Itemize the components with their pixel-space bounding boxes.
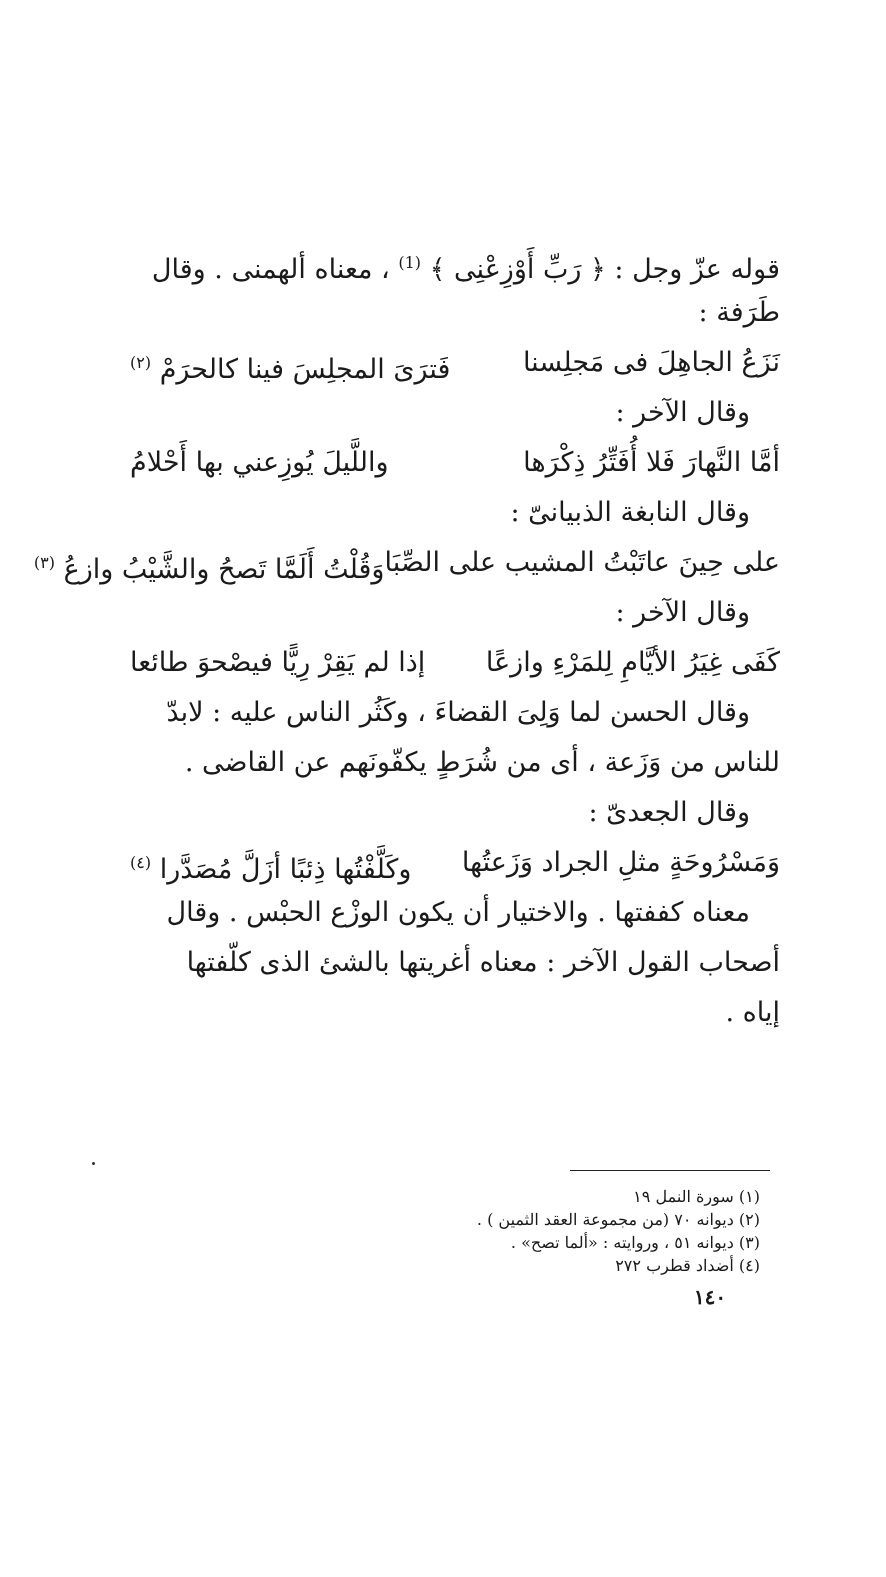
stray-mark xyxy=(92,1162,95,1165)
verse-line xyxy=(33,538,780,588)
verse-hemistich-right: أمَّا النَّهارَ فَلا أُفَتِّرُ ذِكْرَها xyxy=(523,447,780,478)
text-line: وقال الحسن لما وَلِىَ القضاءَ ، وكَثُر الناس عليه : لابدّ xyxy=(166,697,750,728)
text-line: وقال النابغة الذبيانىّ : xyxy=(510,497,750,528)
main-text xyxy=(33,238,780,1038)
footnote: (٢) ديوانه ٧٠ (من مجموعة العقد الثمين ) . xyxy=(476,1210,760,1229)
text-line: معناه كففتها . والاختيار أن يكون الوزْع الحبْس . وقال xyxy=(166,897,750,928)
verse-line xyxy=(130,438,780,488)
verse-line xyxy=(130,838,780,888)
text-line: وقال الآخر : xyxy=(615,397,750,428)
verse-hemistich-left: وكَلَّفْتُها ذِئبًا أزَلَّ مُصَدَّرا $^{(٤)}$ xyxy=(130,853,412,885)
verse-line xyxy=(130,638,780,688)
verse-hemistich-right: كَفَى غِيَرُ الأيَّامِ لِلمَرْءِ وازعًا xyxy=(485,647,780,678)
verse-hemistich-right: على حِينَ عاتَبْتُ المشيب على الصِّبَا xyxy=(384,547,780,578)
verse-hemistich-right: نَزَعُ الجاهِلَ فى مَجلِسنا xyxy=(522,347,780,378)
verse-hemistich-left: إذا لم يَقِرْ رِيًّا فيصْحوَ طائعا xyxy=(130,647,426,678)
text-line: قوله عزّ وجل : ﴿ رَبِّ أَوْزِعْنِى ﴾ $^{(1)}$ ، معناه ألهمنى . وقال xyxy=(151,253,780,285)
verse-hemistich-right: وَمَسْرُوحَةٍ مثلِ الجراد وَزَعتُها xyxy=(461,847,780,878)
page-number: ١٤٠ xyxy=(693,1285,727,1309)
text-line: وقال الجعدىّ : xyxy=(588,797,750,828)
footnote: (٣) ديوانه ٥١ ، وروايته : «ألما تصح» . xyxy=(510,1233,760,1252)
verse-hemistich-left: واللَّيلَ يُوزِعني بها أَحْلامُ xyxy=(130,447,389,478)
footnote-divider xyxy=(570,1170,770,1171)
text-line: وقال الآخر : xyxy=(615,597,750,628)
text-line: طَرَفة : xyxy=(698,297,780,328)
verse-line xyxy=(130,338,780,388)
footnote: (٤) أضداد قطرب ٢٧٢ xyxy=(615,1256,760,1275)
verse-hemistich-left: فَترَىَ المجلِسَ فينا كالحرَمْ $^{(٢)}$ xyxy=(130,353,451,385)
text-line: أصحاب القول الآخر : معناه أغريتها بالشئ الذى كلّفتها xyxy=(186,947,780,978)
footnotes xyxy=(380,1185,760,1277)
verse-hemistich-left: وَقُلْتُ أَلَمَّا تَصحُ والشَّيْبُ وازعُ $^{(٣)}$ xyxy=(33,553,385,585)
footnote: (١) سورة النمل ١٩ xyxy=(633,1187,760,1206)
text-line: للناس من وَزَعة ، أى من شُرَطٍ يكفّونَهم عن القاضى . xyxy=(184,747,780,778)
text-line: إياه . xyxy=(725,997,780,1028)
